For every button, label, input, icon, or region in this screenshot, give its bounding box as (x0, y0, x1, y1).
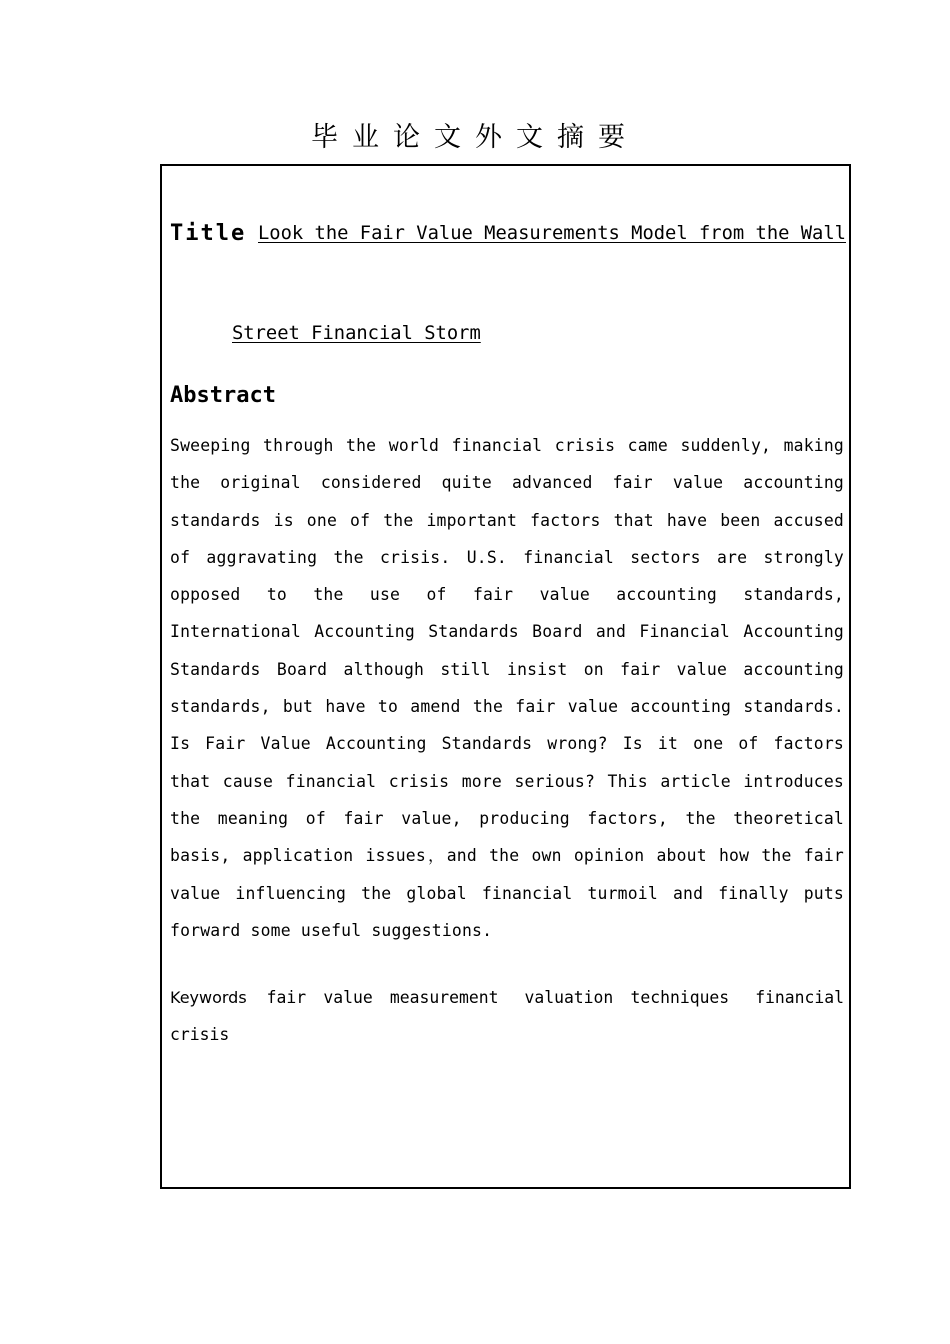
abstract-heading: Abstract (170, 383, 276, 408)
keywords-label: Keywords (170, 988, 247, 1007)
page-heading: 毕业论文外文摘要 (311, 122, 639, 153)
keywords-line (170, 979, 844, 1053)
title-label: Title (170, 221, 247, 246)
keyword-item: valuation techniques (524, 988, 730, 1007)
title-row (170, 216, 846, 252)
keyword-item: fair value measurement (266, 988, 499, 1007)
keyword-item: financial crisis (170, 988, 844, 1044)
title-text-line2: Street Financial Storm (232, 323, 481, 344)
abstract-body: Sweeping through the world financial crisis came suddenly, making the original considered quite advanced fair value accounting standards is one of the important factors that have been accused of aggravating the crisis. U.S. financial sectors are strongly opposed to the use of fair value accounting standards, International Accounting Standards Board and Financial Accounting Standards Board although still insist on fair value accounting standards, but have to amend the fair value accounting standards. Is Fair Value Accounting Standards wrong? Is it one of factors that cause financial crisis more serious? This article introduces the meaning of fair value, producing factors, the theoretical basis, application issues，and the own opinion about how the fair value influencing the global financial turmoil and finally puts forward some useful suggestions. (170, 436, 844, 940)
title-text-line1: Look the Fair Value Measurements Model from the Wall (258, 223, 846, 244)
